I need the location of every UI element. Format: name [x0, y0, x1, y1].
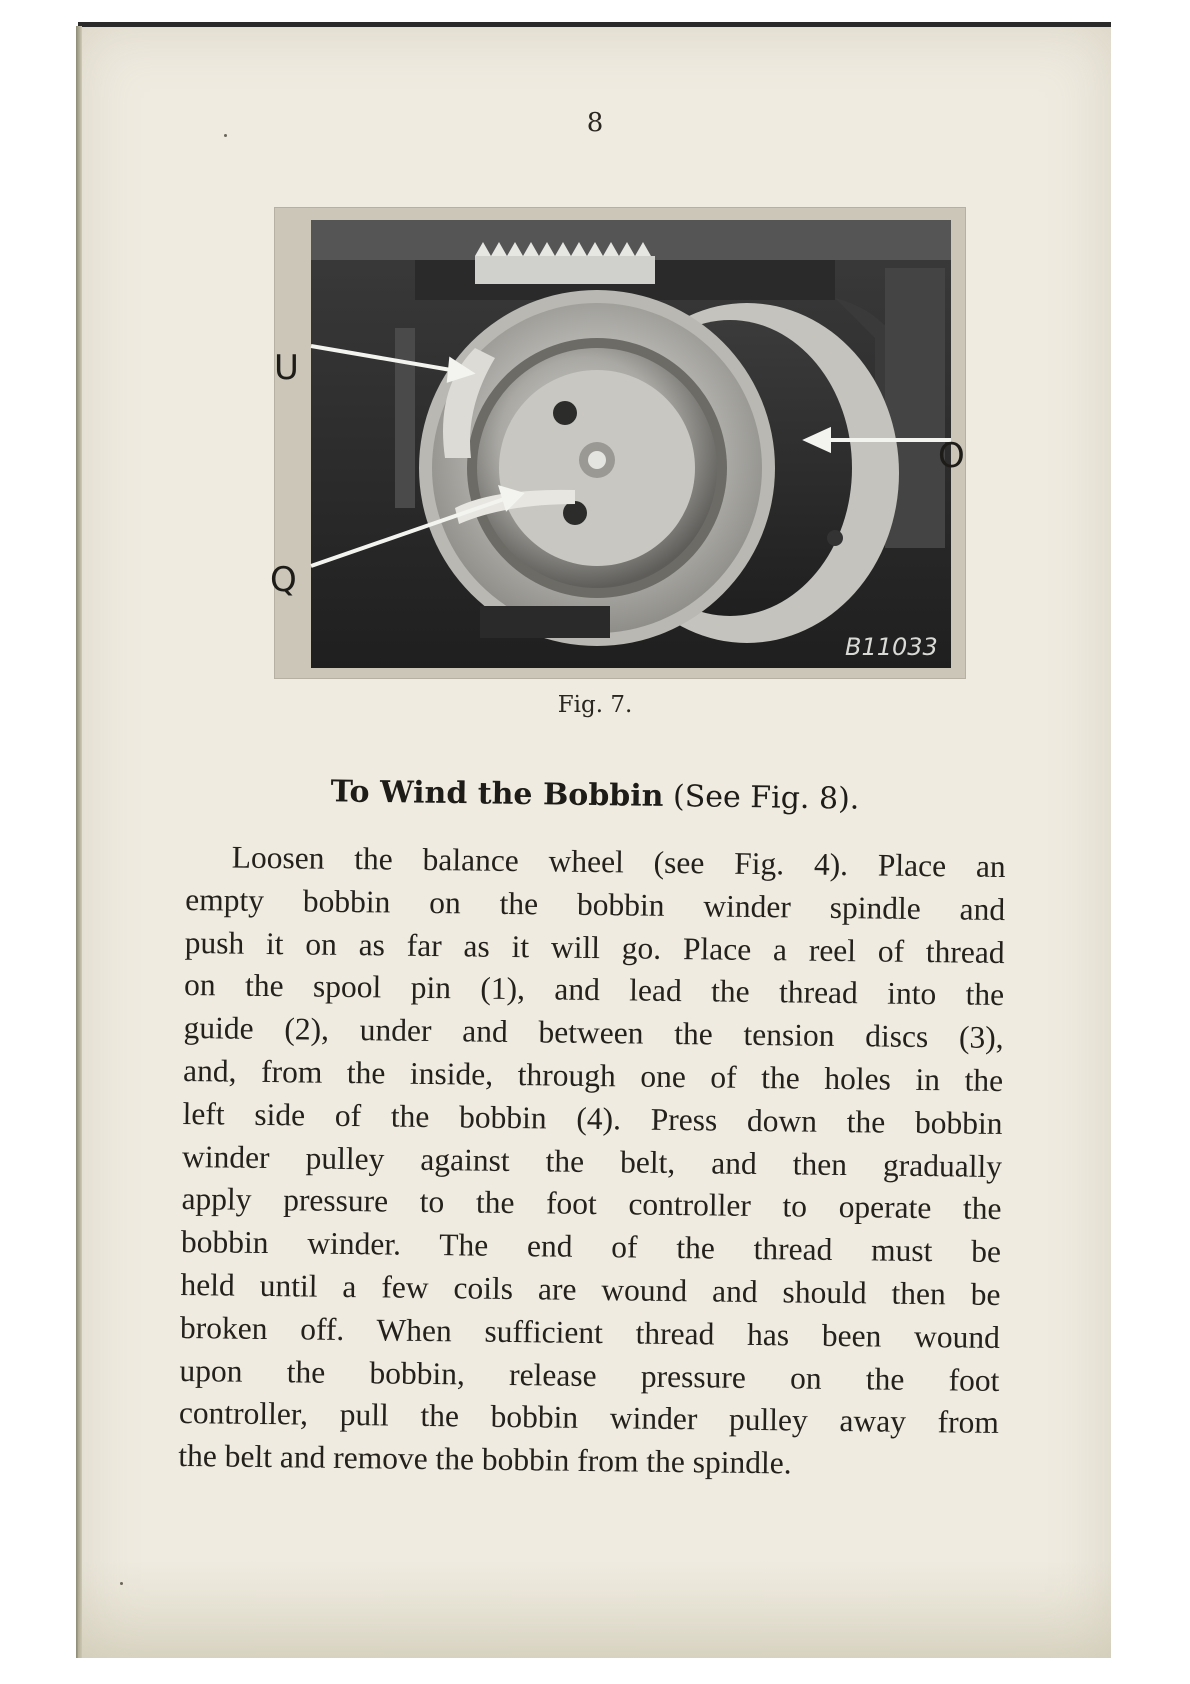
instruction-paragraph — [178, 836, 1006, 1488]
paragraph-line: Loosen the balance wheel (see Fig. 4). Place an — [231, 839, 1006, 885]
heading-figure-reference: (See Fig. 8). — [672, 779, 860, 817]
paragraph-line: bobbin winder. The end of the thread must be — [180, 1224, 1002, 1270]
paragraph-line: push it on as far as it will go. Place a reel of thread — [184, 924, 1005, 970]
callout-label-u: U — [274, 348, 299, 388]
paragraph-line: held until a few coils are wound and should then be — [180, 1266, 1001, 1312]
paragraph-line: guide (2), under and between the tension discs (3), — [183, 1010, 1004, 1056]
gear-teeth — [475, 242, 655, 284]
page-top-edge — [78, 22, 1111, 27]
paragraph-line: on the spool pin (1), and lead the thread into the — [183, 967, 1005, 1013]
paragraph-line: and, from the inside, through one of the holes in the — [182, 1052, 1004, 1098]
page-number: 8 — [586, 108, 604, 138]
plate-code: B11033 — [845, 633, 938, 661]
callout-label-q: Q — [270, 560, 297, 600]
callout-label-o: O — [938, 436, 965, 476]
figure-caption: Fig. 7. — [557, 692, 633, 718]
paragraph-line: empty bobbin on the bobbin winder spindle and — [185, 881, 1006, 927]
paragraph-line: the belt and remove the bobbin from the spindle. — [178, 1438, 792, 1481]
bobbin-case — [419, 290, 775, 646]
paragraph-line: upon the bobbin, release pressure on the foot — [179, 1352, 1000, 1398]
page-binding-edge — [76, 26, 82, 1658]
paragraph-line: apply pressure to the foot controller to operate the — [181, 1181, 1002, 1227]
page-bottom-shadow — [78, 1560, 1111, 1658]
figure-7-photograph — [274, 207, 966, 679]
paragraph-line: controller, pull the bobbin winder pulley away from — [178, 1395, 1000, 1441]
bobbin-case-photo — [275, 208, 965, 678]
paragraph-line: broken off. When sufficient thread has been wound — [179, 1309, 1001, 1355]
paragraph-line: winder pulley against the belt, and then gradually — [181, 1138, 1003, 1184]
paper-speck — [120, 1582, 123, 1585]
paragraph-line: left side of the bobbin (4). Press down the bobbin — [182, 1095, 1003, 1141]
heading-title: To Wind the Bobbin — [330, 774, 664, 814]
